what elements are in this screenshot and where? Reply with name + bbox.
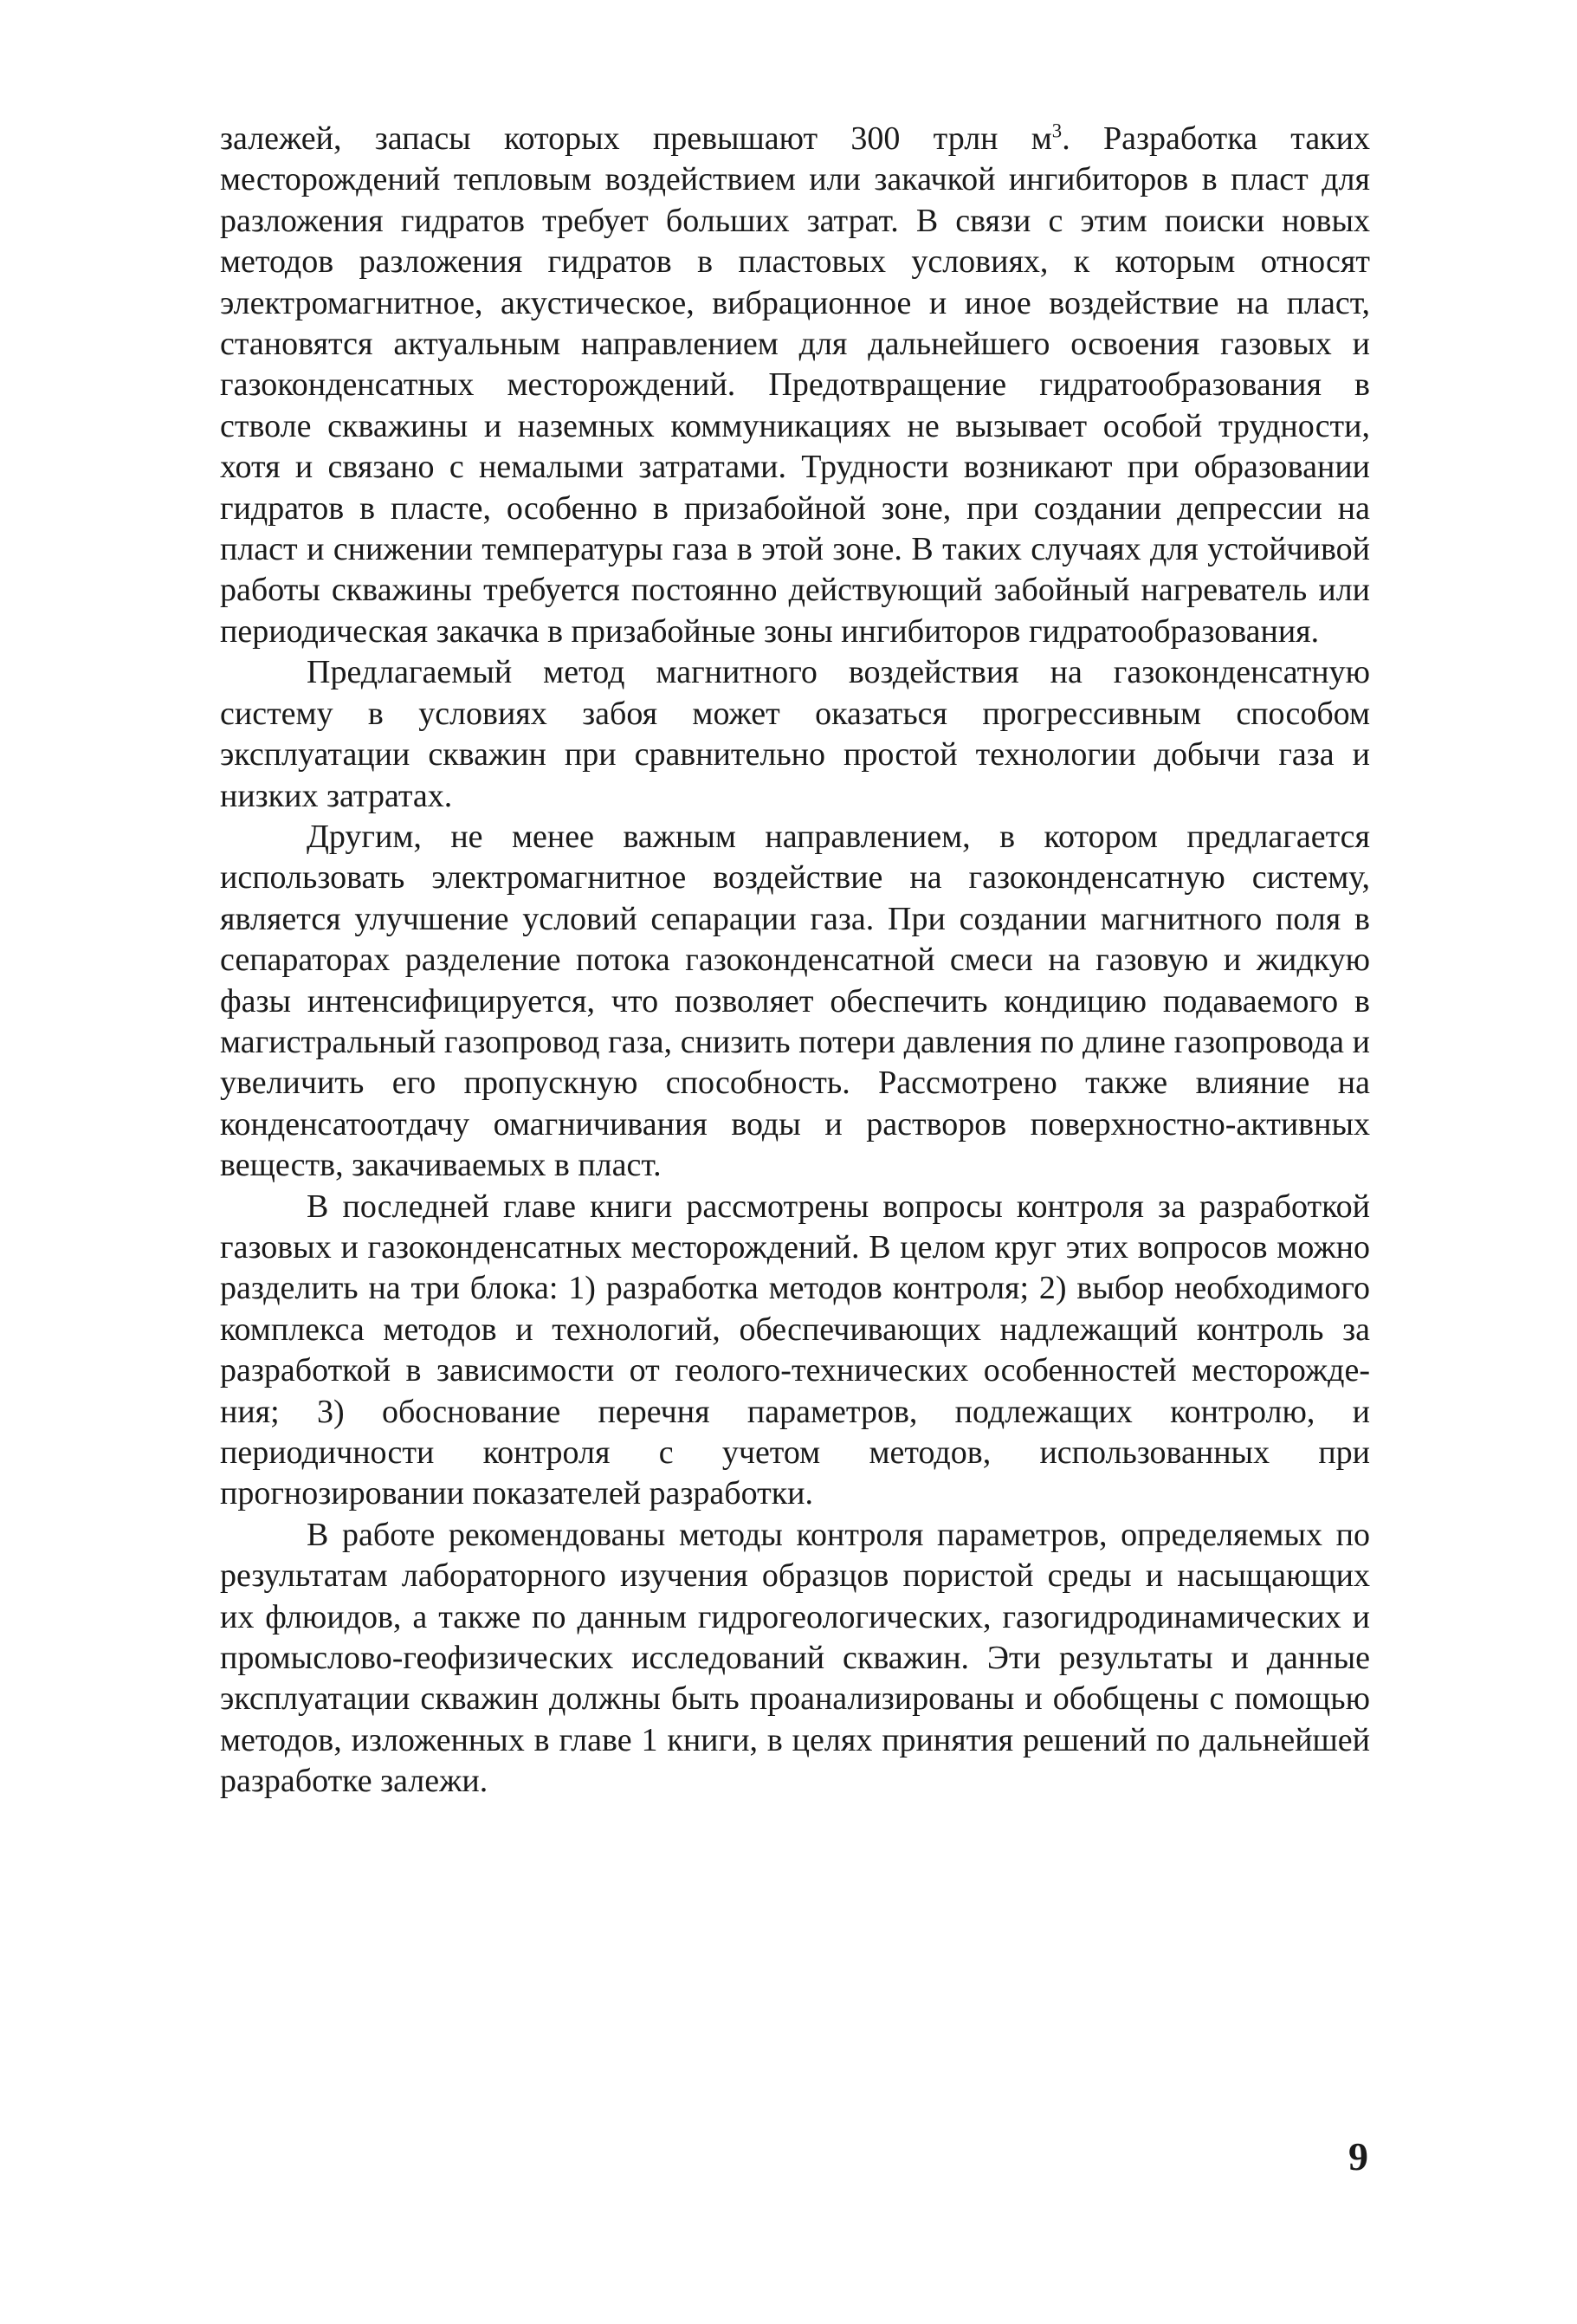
paragraph-1-start: залежей, запасы которых превышают 300 трлн м [220,120,1052,157]
paragraph-4: В последней главе книги рассмотрены вопросы контроля за разработкой газовых и газоконденсатных месторождений. В целом круг этих вопросов можно разделить на три блока: 1) разработка методов контроля; 2) выбор необходимого комплекса методов и технологий, обеспечивающих надлежащий контроль за разработкой в зависимости от геолого-технических особенностей месторождения; 3) обоснование перечня параметров, подлежащих контролю, и периодичности контроля с учетом методов, использованных при прогнозировании показателей разработки. [220,1188,1370,1512]
superscript-cubic: 3 [1051,120,1063,142]
paragraph-1 [220,119,1370,652]
body-text [220,119,1370,1803]
paragraph-5: В работе рекомендованы методы контроля параметров, определяемых по результатам лабораторного изучения образцов пористой среды и насыщающих их флюидов, а также по данным гидрогеологических, газогидродинамических и промыслово-геофизических исследований скважин. Эти результаты и данные эксплуатации скважин должны быть проанализированы и обобщены с помощью методов, изложенных в главе 1 книги, в целях принятия решений по дальнейшей разработке залежи. [220,1516,1370,1800]
page-number: 9 [1348,2134,1368,2178]
paragraph-1-rest: . Разработка таких месторождений тепловым воздействием или закачкой ингибиторов в пласт для разложения гидратов требует больших затрат. В связи с этим поиски новых методов разложения гидратов в пластовых условиях, к которым относят электромагнитное, акустическое, вибрационное и иное воздействие на пласт, становятся актуальным направлением для дальнейшего освоения газовых и газоконденсатных месторождений. Предотвращение гидратообразования в стволе скважины и наземных коммуникациях не вызывает особой трудности, хотя и связано с немалыми затратами. Трудности возникают при образовании гидратов в пласте, особенно в призабойной зоне, при создании депрессии на пласт и снижении температуры газа в этой зоне. В таких случаях для устойчивой работы скважины требуется постоянно действующий забойный нагреватель или периодическая закачка в призабойные зоны ингибиторов гидратообразования. [220,120,1370,650]
paragraph-3: Другим, не менее важным направлением, в котором предлагается использовать электромагнитное воздействие на газоконденсатную систему, является улучшение условий сепарации газа. При создании магнитного поля в сепараторах разделение потока газоконденсатной смеси на газовую и жидкую фазы интенсифицируется, что позволяет обеспечить кондицию подаваемого в магистральный газопровод газа, снизить потери давления по длине газопровода и увеличить его пропускную способность. Рассмотрено также влияние на конденсатоотдачу омагничивания воды и растворов поверхностно-активных веществ, закачиваемых в пласт. [220,818,1370,1184]
paragraph-2: Предлагаемый метод магнитного воздействия на газоконденсатную систему в условиях забоя может оказаться прогрессивным способом эксплуатации скважин при сравнительно простой технологии добычи газа и низких затратах. [220,654,1370,814]
